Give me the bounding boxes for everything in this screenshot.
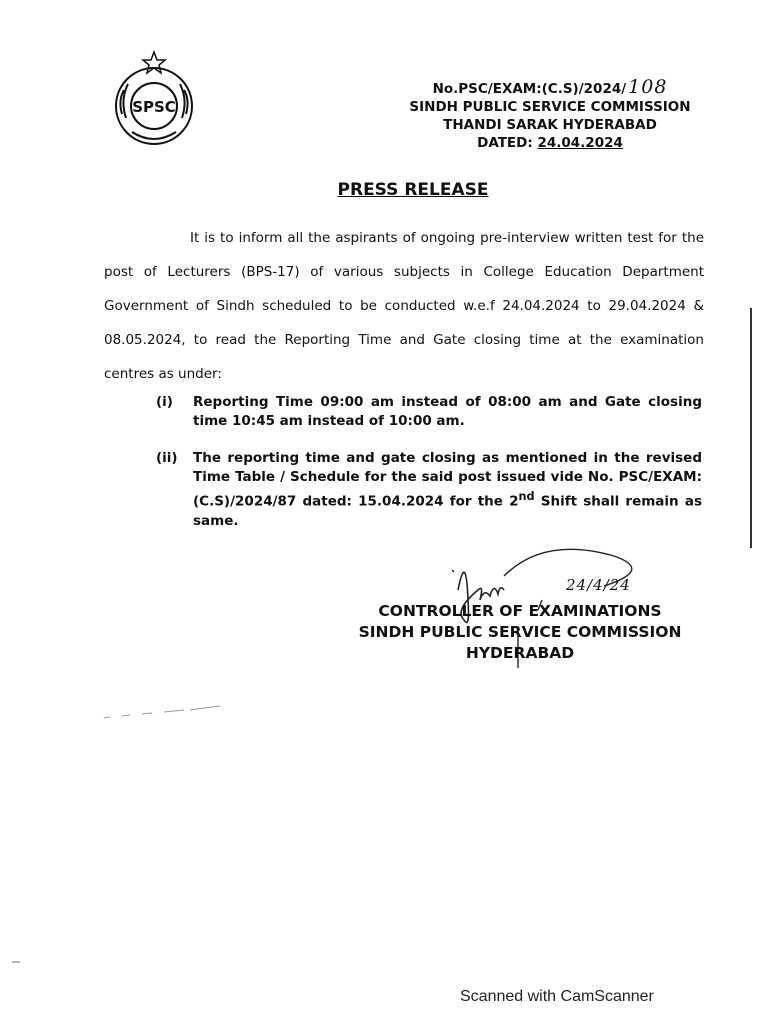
organization-address: THANDI SARAK HYDERABAD	[443, 117, 657, 133]
reference-number	[380, 78, 720, 98]
handwritten-ref-number: 108	[628, 76, 668, 98]
point-text-part: The reporting time and gate closing as mentioned in the revised Time Table / Schedule for the said post issued vide No. PSC/EXAM:(C.S)/2024/87 dated: 15.04.2024 for the 2	[193, 450, 702, 510]
star-icon	[143, 52, 165, 73]
dated-label: DATED:	[477, 135, 533, 151]
point-text-part: Shift shall remain as same.	[193, 493, 702, 529]
points-list	[156, 393, 702, 549]
point-number: (ii)	[156, 450, 178, 466]
signatory-title: CONTROLLER OF EXAMINATIONS	[378, 602, 662, 620]
scanner-watermark: Scanned with CamScanner	[460, 988, 654, 1005]
body-paragraph-text: It is to inform all the aspirants of ongoing pre-interview written test for the post of Lecturers (BPS-17) of various subjects in College Education Department Government of Sindh scheduled to be conducted w.e.f 24.04.2024 to 29.04.2024 & 08.05.2024, to read the Reporting Time and Gate closing time at the examination centres as under:	[104, 230, 704, 382]
point-number: (i)	[156, 394, 173, 410]
signature-block	[340, 601, 700, 664]
dated-value: 24.04.2024	[537, 135, 623, 151]
organization-name: SINDH PUBLIC SERVICE COMMISSION	[409, 99, 691, 115]
list-item	[156, 393, 702, 431]
signatory-city: HYDERABAD	[465, 644, 575, 662]
ordinal-superscript: nd	[518, 490, 535, 503]
press-release-title: PRESS RELEASE	[337, 180, 489, 200]
signatory-organization: SINDH PUBLIC SERVICE COMMISSION	[358, 623, 682, 641]
scan-artifact	[102, 704, 224, 722]
body-paragraph	[104, 221, 704, 391]
reference-prefix: No.PSC/EXAM:(C.S)/2024/	[432, 81, 627, 97]
spsc-seal-logo	[106, 50, 202, 148]
letter-header	[380, 78, 720, 152]
scan-edge-line	[750, 308, 752, 548]
scan-artifact	[12, 960, 22, 964]
dated-line	[380, 134, 720, 152]
signature-date: 24/4/24	[566, 576, 631, 594]
list-item	[156, 449, 702, 531]
logo-text: SPSC	[132, 98, 176, 116]
point-text: Reporting Time 09:00 am instead of 08:00 am and Gate closing time 10:45 am instead of 10:00 am.	[193, 394, 702, 429]
point-text	[193, 449, 702, 531]
